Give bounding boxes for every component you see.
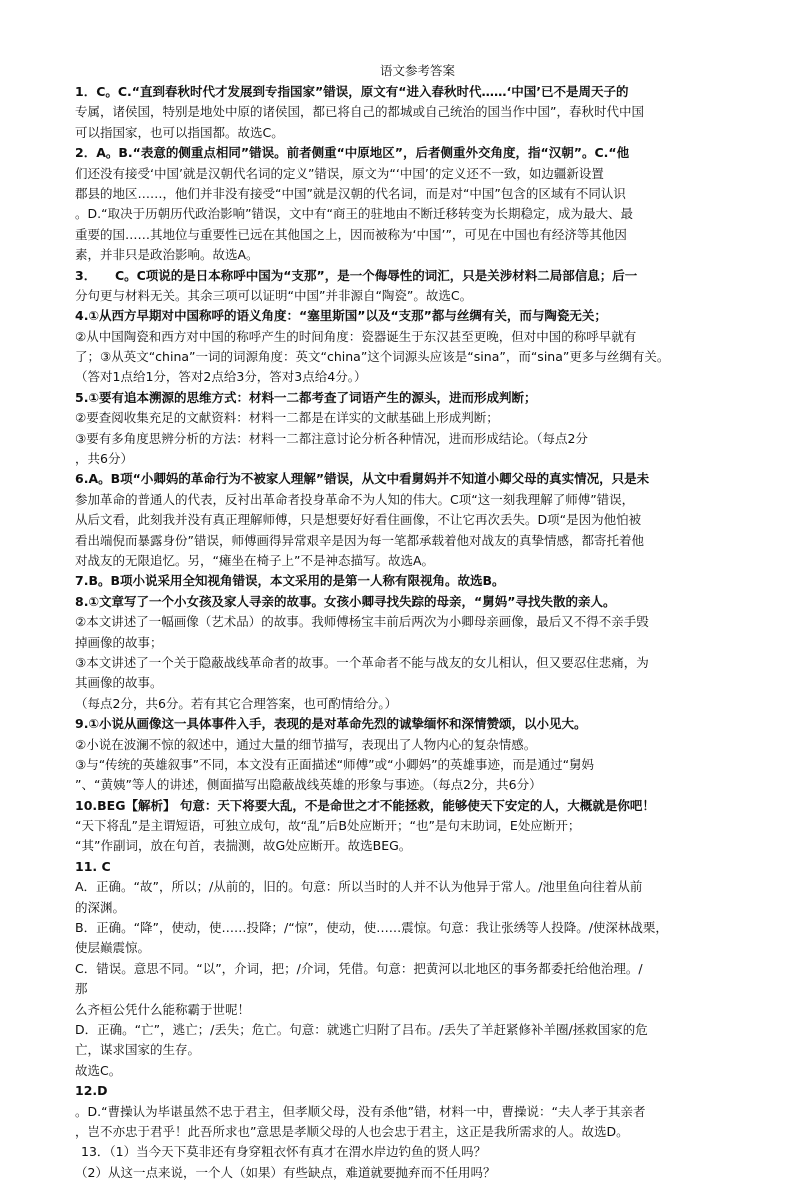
text-line: ③与“传统的英雄叙事”不同，本文没有正面描述“师傅”或“小卿妈”的英雄事迹，而是通过“舅妈	[75, 756, 595, 772]
text-line: 。D.“曹操认为毕谌虽然不忠于君主，但孝顺父母，没有杀他”错，材料一中，曹操说：“夫人孝于其亲者	[75, 1103, 646, 1119]
text-line: 2．A。B.“表意的侧重点相同”错误。前者侧重“中原地区”，后者侧重外交角度，指“汉朝”。C.“他	[75, 145, 630, 161]
text-line: B．正确。“降”，使动，使……投降；/“惊”，使动，使……震惊。句意：我让张绣等人投降。/使深林战栗，	[75, 920, 668, 936]
text-line: ③本文讲述了一个关于隐蔽战线革命者的故事。一个革命者不能与战友的女儿相认，但又要忍住悲痛，为	[75, 654, 649, 670]
text-line: ③要有多角度思辨分析的方法：材料一二都注意讨论分析各种情况，进而形成结论。（每点2分	[75, 430, 588, 446]
text-line: 3． C。C项说的是日本称呼中国为“支那”，是一个侮辱性的词汇，只是关涉材料二局部信息；后一	[75, 267, 638, 283]
text-line: 6.A。B项“小卿妈的革命行为不被家人理解”错误，从文中看舅妈并不知道小卿父母的真实情况，只是未	[75, 471, 650, 487]
text-line: “其”作副词，放在句首，表揣测，故G处应断开。故选BEG。	[75, 838, 412, 854]
text-line: 4.①从西方早期对中国称呼的语义角度：“塞里斯国”以及“支那”都与丝绸有关，而与陶瓷无关；	[75, 308, 607, 324]
text-line: ，共6分）	[75, 451, 133, 467]
text-line: 看出端倪而暴露身份”错误，师傅画得异常艰辛是因为每一笔都承载着他对战友的真挚情感，都寄托着他	[75, 532, 644, 548]
text-line: （答对1点给1分，答对2点给3分，答对3点给4分。）	[75, 369, 367, 385]
text-line: 素，并非只是政治影响。故选A。	[75, 247, 259, 263]
answer-text	[75, 82, 730, 1183]
text-line: D．正确。“亡”，逃亡；/丢失；危亡。句意：就逃亡归附了吕布。/丢失了羊赶紧修补羊圈/拯救国家的危	[75, 1021, 648, 1037]
text-line: 13．（1）当今天下莫非还有身穿粗衣怀有真才在渭水岸边钓鱼的贤人吗？	[81, 1144, 487, 1160]
text-line: 使层巅震惊。	[75, 940, 151, 956]
text-line: ，岂不亦忠于君乎！此吾所求也”意思是孝顺父母的人也会忠于君主，这正是我所需求的人。故选D。	[75, 1123, 629, 1139]
text-line: C．错误。意思不同。“以”，介词，把；/介词，凭借。句意：把黄河以北地区的事务都委托给他治理。/	[75, 960, 643, 976]
text-line: 。D.“取决于历朝历代政治影响”错误，文中有“商王的驻地由不断迁移转变为长期稳定，成为最大、最	[75, 206, 634, 222]
text-line: ②要查阅收集充足的文献资料：材料一二都是在详实的文献基础上形成判断；	[75, 410, 499, 426]
text-line: ②本文讲述了一幅画像（艺术品）的故事。我师傅杨宝丰前后两次为小卿母亲画像，最后又不得不亲手毁	[75, 614, 649, 630]
text-line: 10.BEG【解析】 句意：天下将要大乱，不是命世之才不能拯救，能够使天下安定的人，大概就是你吧！	[75, 797, 655, 813]
text-line: 分句更与材料无关。其余三项可以证明“中国”并非源自“陶瓷”。故选C。	[75, 287, 473, 303]
text-line: （每点2分，共6分。若有其它合理答案，也可酌情给分。）	[75, 695, 398, 711]
text-line: 们还没有接受‘中国’就是汉朝代名词的定义”错误，原文为“‘中国’的定义还不一致，如边疆新设置	[75, 165, 604, 181]
text-line: 参加革命的普通人的代表，反衬出革命者投身革命不为人知的伟大。C项“这一刻我理解了师傅”错误，	[75, 491, 635, 507]
text-line: 那	[75, 981, 88, 997]
text-line: 其画像的故事。	[75, 675, 163, 691]
text-line: 12.D	[75, 1083, 108, 1099]
text-line: 对战友的无限追忆。另，“瘫坐在椅子上”不是神态描写。故选A。	[75, 552, 435, 568]
text-line: 么齐桓公凭什么能称霸于世呢！	[75, 1001, 251, 1017]
text-line: A．正确。“故”，所以；/从前的，旧的。句意：所以当时的人并不认为他异于常人。/池里鱼向往着从前	[75, 879, 643, 895]
text-line: 重要的国……其地位与重要性已远在其他国之上，因而被称为‘中国’”，可见在中国也有经济等其他因	[75, 226, 627, 242]
text-line: 7.B。B项小说采用全知视角错误，本文采用的是第一人称有限视角。故选B。	[75, 573, 505, 589]
text-line: 1．C。C.“直到春秋时代才发展到专指国家”错误，原文有“进入春秋时代……‘中国’已不是周天子的	[75, 84, 629, 99]
text-line: 的深渊。	[75, 899, 126, 915]
text-line: ②从中国陶瓷和西方对中国的称呼产生的时间角度：瓷器诞生于东汉甚至更晚，但对中国的称呼早就有	[75, 328, 637, 344]
text-line: ②小说在波澜不惊的叙述中，通过大量的细节描写，表现出了人物内心的复杂情感。	[75, 736, 537, 752]
text-line: 8.①文章写了一个小女孩及家人寻亲的故事。女孩小卿寻找失踪的母亲，“舅妈”寻找失散的亲人。	[75, 593, 616, 609]
text-line: （2）从这一点来说，一个人（如果）有些缺点，难道就要抛弃而不任用吗？	[75, 1164, 496, 1180]
page-title: 语文参考答案	[379, 63, 455, 78]
text-line: 9.①小说从画像这一具体事件入手，表现的是对革命先烈的诚挚缅怀和深情赞颂，以小见大。	[75, 716, 587, 732]
text-line: 掉画像的故事；	[75, 634, 163, 650]
text-line: 郡县的地区……，他们并非没有接受“中国”就是汉朝的代名词，而是对“中国”包含的区域有不同认识	[75, 185, 626, 201]
text-line: “天下将乱”是主谓短语，可独立成句，故“乱”后B处应断开；“也”是句末助词，E处应断开；	[75, 818, 581, 834]
text-line: 可以指国家，也可以指国都。故选C。	[75, 124, 284, 140]
text-line: 亡，谋求国家的生存。	[75, 1042, 201, 1058]
text-line: 专属，诸侯国，特别是地处中原的诸侯国，都已将自己的都城或自己统治的国当作中国”，春秋时代中国	[75, 104, 644, 120]
text-line: ”、“黄姨”等人的讲述，侧面描写出隐蔽战线英雄的形象与事迹。（每点2分，共6分）	[75, 777, 542, 793]
text-line: 了；③从英文“china”一词的词源角度：英文“china”这个词源头应该是“sina”，而“sina”更多与丝绸有关。	[75, 349, 670, 365]
text-line: 从后文看，此刻我并没有真正理解师傅，只是想要好好看住画像，不让它再次丢失。D项“是因为他怕被	[75, 512, 642, 528]
text-line: 故选C。	[75, 1062, 122, 1078]
text-line: 11. C	[75, 858, 111, 874]
text-line: 5.①要有追本溯源的思维方式：材料一二都考查了词语产生的源头，进而形成判断；	[75, 389, 537, 405]
